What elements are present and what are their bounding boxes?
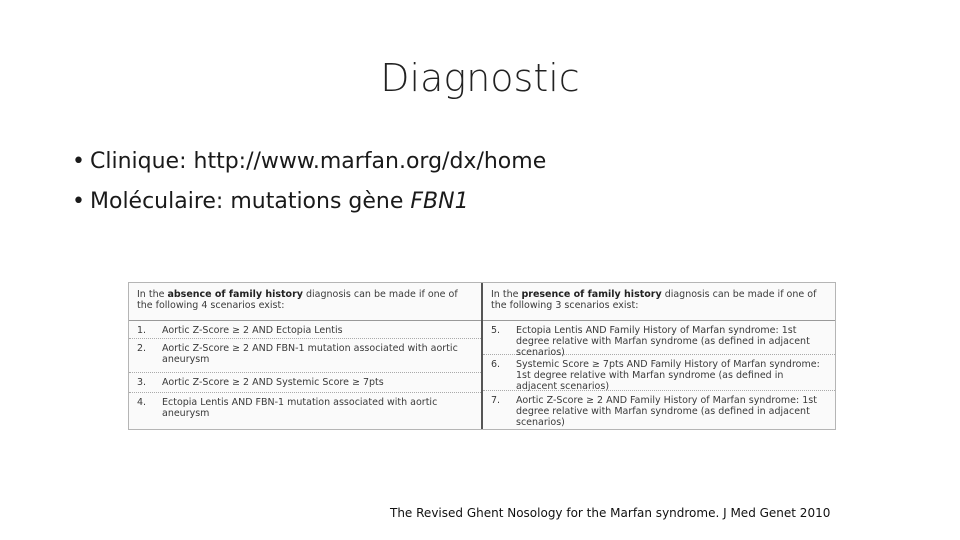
row-text: Aortic Z-Score ≥ 2 AND Systemic Score ≥ 7pts: [162, 377, 384, 388]
table-row: [483, 355, 835, 391]
header-post: diagnosis can be made if one of the following 3 scenarios exist:: [491, 289, 817, 311]
header-bold: absence of family history: [167, 289, 303, 300]
gene-name: FBN1: [410, 189, 469, 214]
bullet-label: Clinique:: [90, 149, 194, 174]
row-text: Ectopia Lentis AND FBN-1 mutation associated with aortic aneurysm: [162, 397, 438, 419]
table-row: [129, 393, 481, 419]
table-row: [483, 321, 835, 358]
row-number: 2.: [137, 343, 147, 354]
slide-title: Diagnostic: [380, 56, 580, 100]
marfan-link[interactable]: http://www.marfan.org/dx/home: [193, 149, 547, 174]
row-number: 4.: [137, 397, 147, 408]
header-post: diagnosis can be made if one of the following 4 scenarios exist:: [137, 289, 458, 311]
row-text: Ectopia Lentis AND Family History of Marfan syndrome: 1st degree relative with Marfan syndrome (as defined in adjacent scenarios): [516, 325, 810, 358]
column-header: [129, 283, 481, 321]
bullet-label: Moléculaire: mutations gène: [90, 189, 411, 214]
row-number: 7.: [491, 395, 501, 406]
citation: The Revised Ghent Nosology for the Marfan syndrome. J Med Genet 2010: [390, 506, 831, 520]
bullet-marker: •: [72, 189, 85, 214]
row-number: 6.: [491, 359, 501, 370]
table-row: [129, 339, 481, 373]
table-row: [129, 321, 481, 339]
bullet-clinique: [72, 146, 546, 186]
table-row: [129, 373, 481, 393]
bullet-list: [72, 146, 546, 226]
header-bold: presence of family history: [521, 289, 662, 300]
header-pre: In the: [137, 289, 168, 300]
ghent-criteria-table: [128, 282, 836, 430]
bullet-marker: •: [72, 149, 85, 174]
bullet-moleculaire: [72, 186, 546, 226]
row-text: Systemic Score ≥ 7pts AND Family History of Marfan syndrome: 1st degree relative with Marfan syndrome (as defined in adjacent scenarios): [516, 359, 820, 392]
row-text: Aortic Z-Score ≥ 2 AND Family History of Marfan syndrome: 1st degree relative with Marfan syndrome (as defined in adjacent scenarios): [516, 395, 817, 428]
header-pre: In the: [491, 289, 522, 300]
row-number: 5.: [491, 325, 501, 336]
table-row: [483, 391, 835, 427]
row-number: 3.: [137, 377, 147, 388]
row-number: 1.: [137, 325, 147, 336]
row-text: Aortic Z-Score ≥ 2 AND FBN-1 mutation associated with aortic aneurysm: [162, 343, 458, 365]
column-header: [483, 283, 835, 321]
column-absence-family-history: [129, 283, 483, 429]
column-presence-family-history: [483, 283, 835, 429]
row-text: Aortic Z-Score ≥ 2 AND Ectopia Lentis: [162, 325, 343, 336]
